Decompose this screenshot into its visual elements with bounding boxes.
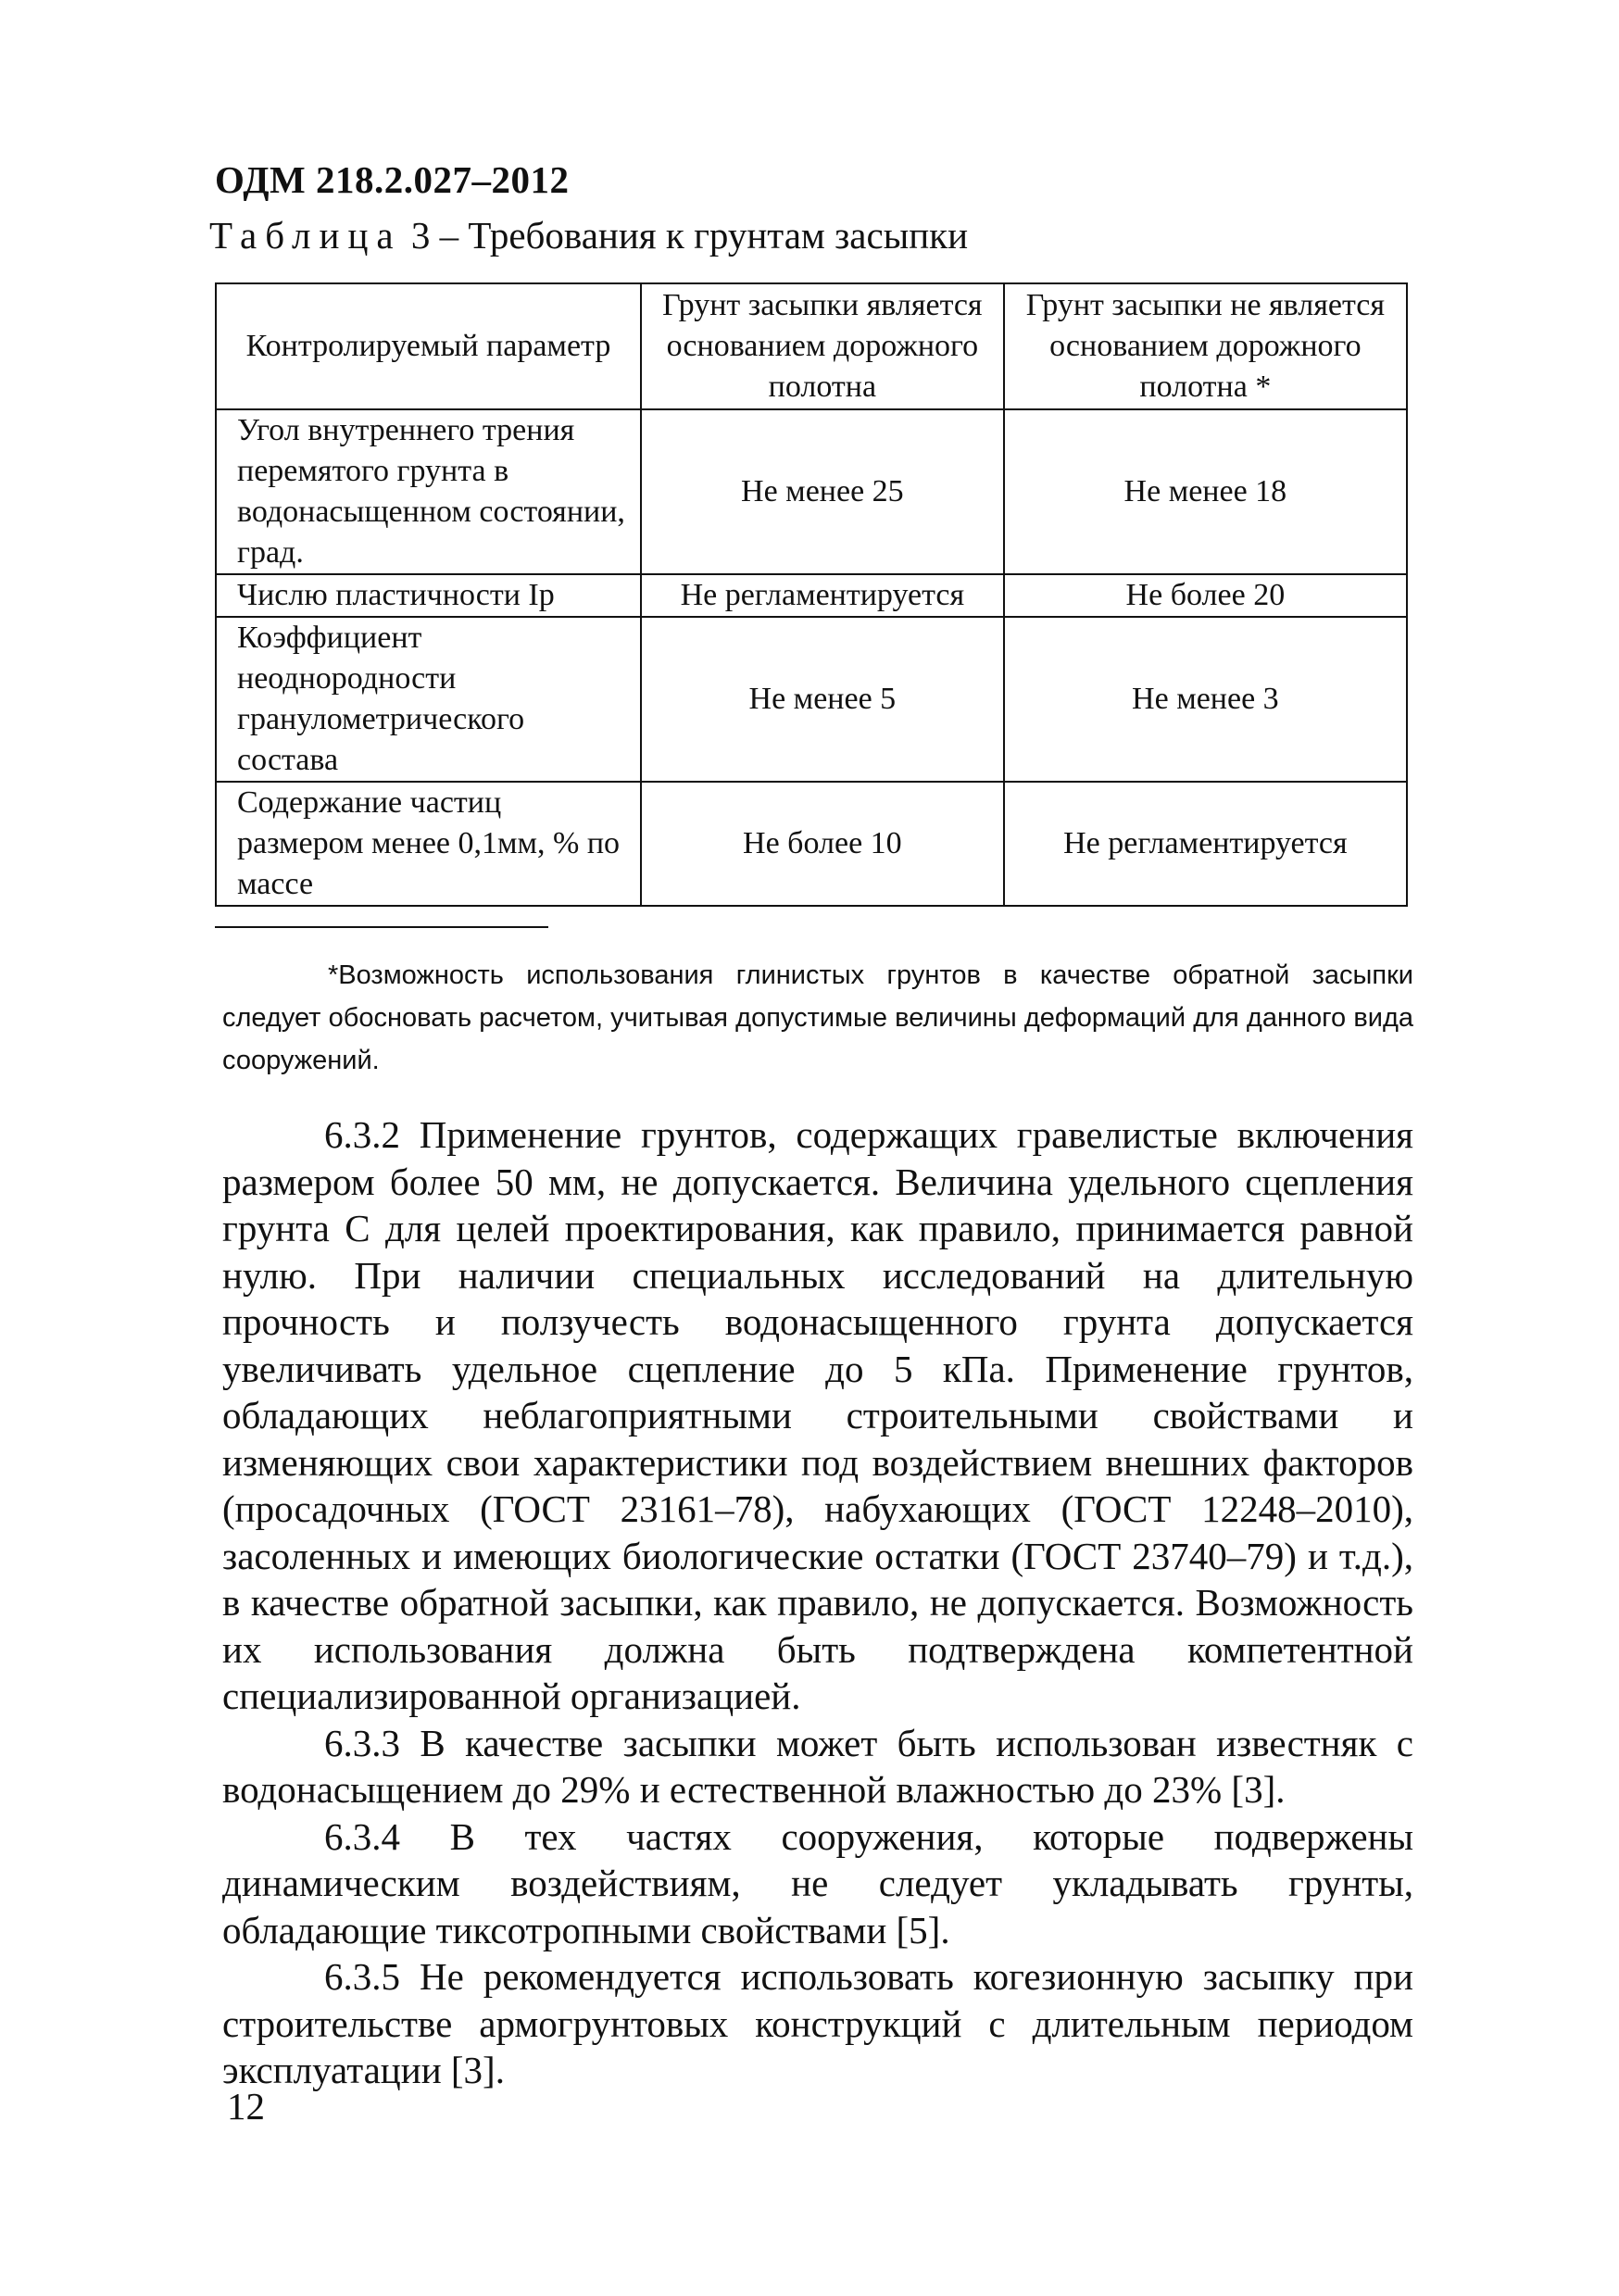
table-row: [216, 409, 1407, 574]
row-parameter: Угол внутреннего трения перемятого грунта в водонасыщенном состоянии, град.: [216, 409, 641, 574]
row-value-base: Не более 10: [641, 782, 1004, 906]
backfill-requirements-table: [215, 282, 1408, 907]
header-not-base: Грунт засыпки не является основанием дорожного полотна *: [1004, 283, 1407, 409]
row-value-not-base: Не менее 18: [1004, 409, 1407, 574]
table-caption-word: Таблица: [209, 214, 402, 257]
footnote-divider: [215, 926, 548, 928]
table-caption-title: 3 – Требования к грунтам засыпки: [410, 214, 969, 257]
table-caption: [209, 213, 968, 257]
paragraph-6-3-3: 6.3.3 В качестве засыпки может быть использован известняк с водонасыщением до 29% и естественной влажностью до 23% [3].: [222, 1721, 1413, 1811]
row-value-not-base: Не более 20: [1004, 574, 1407, 617]
table-row: [216, 617, 1407, 782]
paragraph-6-3-2: 6.3.2 Применение грунтов, содержащих гравелистые включения размером более 50 мм, не допускается. Величина удельного сцепления грунта С для целей проектирования, как правило, принимается равной нулю. При наличии специальных исследований на длительную прочность и ползучесть водонасыщенного грунта допускается увеличивать удельное сцепление до 5 кПа. Применение грунтов, обладающих неблагоприятными строительными свойствами и изменяющих свои характеристики под воздействием внешних факторов (просадочных (ГОСТ 23161–78), набухающих (ГОСТ 12248–2010), засоленных и имеющих биологические остатки (ГОСТ 23740–79) и т.д.), в качестве обратной засыпки, как правило, не допускается. Возможность их использования должна быть подтверждена компетентной специализированной организацией.: [222, 1113, 1413, 1717]
row-value-not-base: Не регламентируется: [1004, 782, 1407, 906]
page-number: 12: [227, 2085, 265, 2127]
row-value-base: Не менее 5: [641, 617, 1004, 782]
header-is-base: Грунт засыпки является основанием дорожного полотна: [641, 283, 1004, 409]
row-parameter: Коэффициент неоднородности гранулометрического состава: [216, 617, 641, 782]
header-parameter: Контролируемый параметр: [216, 283, 641, 409]
row-value-base: Не регламентируется: [641, 574, 1004, 617]
document-code: ОДМ 218.2.027–2012: [215, 158, 570, 201]
table-row: [216, 782, 1407, 906]
body-text: [222, 1111, 1413, 2094]
table-row: [216, 574, 1407, 617]
paragraph-6-3-5: 6.3.5 Не рекомендуется использовать когезионную засыпку при строительстве армогрунтовых конструкций с длительным периодом эксплуатации [3].: [222, 1955, 1413, 2091]
footnote-text: *Возможность использования глинистых грунтов в качестве обратной засыпки следует обосновать расчетом, учитывая допустимые величины деформаций для данного вида сооружений.: [222, 960, 1413, 1075]
row-value-not-base: Не менее 3: [1004, 617, 1407, 782]
paragraph-6-3-4: 6.3.4 В тех частях сооружения, которые подвержены динамическим воздействиям, не следует укладывать грунты, обладающие тиксотропными свойствами [5].: [222, 1814, 1413, 1951]
table-footnote: [222, 954, 1413, 1082]
row-parameter: Числю пластичности Ip: [216, 574, 641, 617]
row-value-base: Не менее 25: [641, 409, 1004, 574]
row-parameter: Содержание частиц размером менее 0,1мм, % по массе: [216, 782, 641, 906]
table-header-row: [216, 283, 1407, 409]
